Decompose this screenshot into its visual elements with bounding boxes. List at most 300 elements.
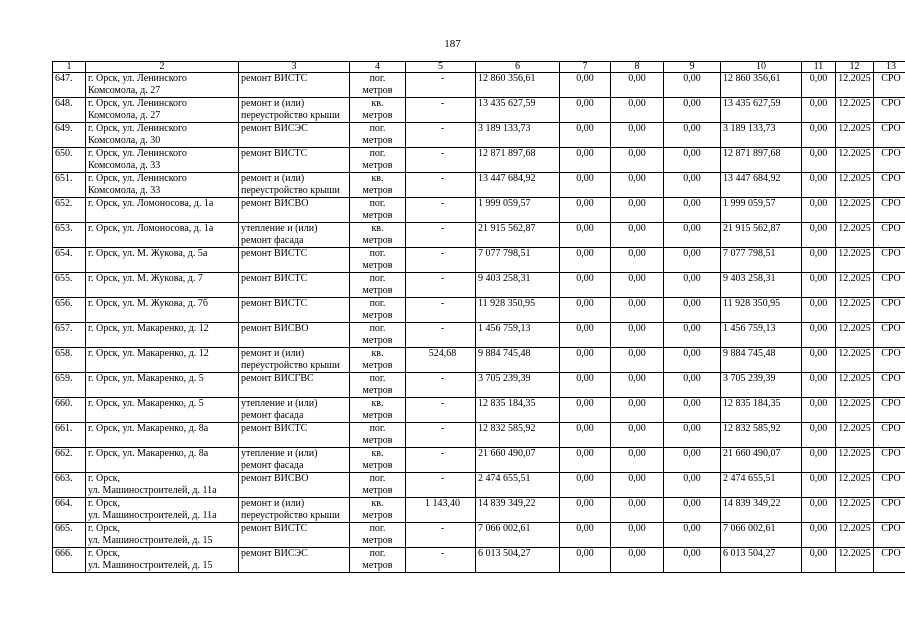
work-type-line-2: переустройство крыши [241, 185, 340, 196]
volume-value: - [440, 473, 445, 484]
col11-cell: 0,00 [802, 73, 836, 98]
work-type-cell [239, 73, 350, 98]
unit-line-2: метров [362, 310, 393, 321]
address-line-1: г. Орск, ул. Макаренко, д. 5 [88, 373, 204, 384]
address-cell [86, 473, 239, 498]
total-cost-cell: 21 660 490,07 [476, 448, 560, 473]
unit-cell [350, 548, 406, 573]
unit-line-1: пог. [369, 473, 386, 484]
volume-value: - [440, 148, 445, 159]
address-cell [86, 223, 239, 248]
unit-cell [350, 498, 406, 523]
deadline-cell: 12.2025 [836, 548, 874, 573]
row-number: 660. [53, 398, 86, 423]
row-number: 661. [53, 423, 86, 448]
volume-value: 1 143,40 [425, 498, 460, 509]
fund-cost-cell: 12 832 585,92 [721, 423, 802, 448]
col9-cell: 0,00 [664, 448, 721, 473]
work-type-cell [239, 298, 350, 323]
fund-cost-cell: 3 705 239,39 [721, 373, 802, 398]
table-row [53, 198, 905, 223]
fund-cost-cell: 14 839 349,22 [721, 498, 802, 523]
unit-line-2: метров [362, 185, 393, 196]
row-number: 665. [53, 523, 86, 548]
col8-cell: 0,00 [611, 473, 664, 498]
unit-line-2: метров [362, 110, 393, 121]
address-cell [86, 448, 239, 473]
unit-cell [350, 348, 406, 373]
address-line-1: г. Орск, ул. Макаренко, д. 12 [88, 348, 209, 359]
table-row [53, 223, 905, 248]
address-line-1: г. Орск, ул. М. Жукова, д. 5а [88, 248, 208, 259]
unit-line-2: метров [362, 335, 393, 346]
col8-cell: 0,00 [611, 148, 664, 173]
deadline-cell: 12.2025 [836, 523, 874, 548]
work-type-cell [239, 173, 350, 198]
col7-cell: 0,00 [560, 548, 611, 573]
row-number: 650. [53, 148, 86, 173]
work-type-line-1: ремонт и (или) [241, 348, 305, 359]
col8-cell: 0,00 [611, 323, 664, 348]
volume-value: - [440, 548, 445, 559]
address-line-1: г. Орск, [88, 523, 120, 534]
col7-cell: 0,00 [560, 448, 611, 473]
col9-cell: 0,00 [664, 523, 721, 548]
unit-line-2: метров [362, 535, 393, 546]
deadline-cell: 12.2025 [836, 448, 874, 473]
volume-cell [406, 148, 476, 173]
address-cell [86, 398, 239, 423]
col-header: 7 [560, 62, 611, 73]
col11-cell: 0,00 [802, 248, 836, 273]
address-cell [86, 198, 239, 223]
deadline-cell: 12.2025 [836, 73, 874, 98]
col8-cell: 0,00 [611, 448, 664, 473]
table-row [53, 548, 905, 573]
address-cell [86, 273, 239, 298]
work-type-cell [239, 548, 350, 573]
volume-cell [406, 523, 476, 548]
address-cell [86, 423, 239, 448]
unit-line-2: метров [362, 385, 393, 396]
work-type-line-1: ремонт и (или) [241, 173, 305, 184]
col7-cell: 0,00 [560, 148, 611, 173]
row-number: 649. [53, 123, 86, 148]
method-cell: СРО [874, 123, 905, 148]
fund-cost-cell: 21 915 562,87 [721, 223, 802, 248]
unit-line-1: кв. [371, 348, 384, 359]
address-line-1: г. Орск, [88, 548, 120, 559]
unit-cell [350, 98, 406, 123]
row-number: 664. [53, 498, 86, 523]
col-header: 9 [664, 62, 721, 73]
row-number: 647. [53, 73, 86, 98]
unit-line-2: метров [362, 235, 393, 246]
deadline-cell: 12.2025 [836, 423, 874, 448]
work-type-cell [239, 223, 350, 248]
work-type-cell [239, 323, 350, 348]
work-type-line-1: утепление и (или) [241, 398, 318, 409]
work-type-cell [239, 523, 350, 548]
address-line-1: г. Орск, ул. Ленинского [88, 73, 187, 84]
address-line-1: г. Орск, ул. Макаренко, д. 12 [88, 323, 209, 334]
row-number: 657. [53, 323, 86, 348]
col8-cell: 0,00 [611, 398, 664, 423]
total-cost-cell: 7 066 002,61 [476, 523, 560, 548]
method-cell: СРО [874, 423, 905, 448]
table-row [53, 173, 905, 198]
address-line-2: ул. Машиностроителей, д. 11а [88, 485, 217, 496]
col7-cell: 0,00 [560, 123, 611, 148]
volume-cell [406, 73, 476, 98]
volume-value: - [440, 73, 445, 84]
method-cell: СРО [874, 348, 905, 373]
col11-cell: 0,00 [802, 398, 836, 423]
unit-cell [350, 73, 406, 98]
address-line-1: г. Орск, [88, 473, 120, 484]
col9-cell: 0,00 [664, 173, 721, 198]
col11-cell: 0,00 [802, 423, 836, 448]
unit-line-1: пог. [369, 373, 386, 384]
address-line-2: ул. Машиностроителей, д. 15 [88, 560, 213, 571]
work-type-line-1: ремонт ВИСВО [241, 323, 309, 334]
fund-cost-cell: 7 077 798,51 [721, 248, 802, 273]
unit-line-2: метров [362, 160, 393, 171]
work-type-cell [239, 273, 350, 298]
work-type-line-2: ремонт фасада [241, 460, 304, 471]
unit-line-2: метров [362, 410, 393, 421]
method-cell: СРО [874, 298, 905, 323]
col7-cell: 0,00 [560, 423, 611, 448]
address-line-2: Комсомола, д. 33 [88, 160, 161, 171]
total-cost-cell: 12 835 184,35 [476, 398, 560, 423]
col-header: 10 [721, 62, 802, 73]
deadline-cell: 12.2025 [836, 498, 874, 523]
table-row [53, 248, 905, 273]
deadline-cell: 12.2025 [836, 398, 874, 423]
volume-cell [406, 173, 476, 198]
address-line-1: г. Орск, ул. М. Жукова, д. 7 [88, 273, 203, 284]
address-cell [86, 298, 239, 323]
volume-value: - [440, 248, 445, 259]
col7-cell: 0,00 [560, 398, 611, 423]
col-header: 3 [239, 62, 350, 73]
column-number-row [53, 62, 905, 73]
row-number: 662. [53, 448, 86, 473]
fund-cost-cell: 3 189 133,73 [721, 123, 802, 148]
fund-cost-cell: 9 403 258,31 [721, 273, 802, 298]
work-type-line-1: ремонт ВИСЭС [241, 123, 308, 134]
work-type-line-1: ремонт ВИСВО [241, 198, 309, 209]
method-cell: СРО [874, 373, 905, 398]
table-row [53, 473, 905, 498]
volume-value: - [440, 173, 445, 184]
total-cost-cell: 3 705 239,39 [476, 373, 560, 398]
unit-line-2: метров [362, 135, 393, 146]
table-row [53, 273, 905, 298]
method-cell: СРО [874, 448, 905, 473]
deadline-cell: 12.2025 [836, 298, 874, 323]
unit-line-2: метров [362, 360, 393, 371]
work-type-line-2: переустройство крыши [241, 510, 340, 521]
row-number: 663. [53, 473, 86, 498]
unit-line-1: кв. [371, 498, 384, 509]
unit-cell [350, 523, 406, 548]
col-header: 4 [350, 62, 406, 73]
col-header: 13 [874, 62, 905, 73]
volume-cell [406, 398, 476, 423]
fund-cost-cell: 1 456 759,13 [721, 323, 802, 348]
table-row [53, 123, 905, 148]
deadline-cell: 12.2025 [836, 273, 874, 298]
method-cell: СРО [874, 223, 905, 248]
work-type-cell [239, 398, 350, 423]
address-cell [86, 173, 239, 198]
col7-cell: 0,00 [560, 198, 611, 223]
col8-cell: 0,00 [611, 348, 664, 373]
volume-cell [406, 498, 476, 523]
col8-cell: 0,00 [611, 523, 664, 548]
col9-cell: 0,00 [664, 123, 721, 148]
table-row [53, 523, 905, 548]
address-line-1: г. Орск, ул. М. Жукова, д. 7б [88, 298, 208, 309]
table-row [53, 323, 905, 348]
volume-cell [406, 248, 476, 273]
method-cell: СРО [874, 73, 905, 98]
volume-cell [406, 373, 476, 398]
col11-cell: 0,00 [802, 498, 836, 523]
total-cost-cell: 11 928 350,95 [476, 298, 560, 323]
col7-cell: 0,00 [560, 523, 611, 548]
volume-value: - [440, 423, 445, 434]
unit-cell [350, 448, 406, 473]
work-type-cell [239, 348, 350, 373]
address-line-1: г. Орск, [88, 498, 120, 509]
deadline-cell: 12.2025 [836, 323, 874, 348]
col11-cell: 0,00 [802, 273, 836, 298]
address-line-2: ул. Машиностроителей, д. 15 [88, 535, 213, 546]
work-type-line-1: ремонт ВИСТС [241, 248, 308, 259]
work-type-line-1: ремонт ВИСТС [241, 273, 308, 284]
unit-line-1: пог. [369, 298, 386, 309]
total-cost-cell: 9 884 745,48 [476, 348, 560, 373]
volume-cell [406, 298, 476, 323]
unit-line-1: пог. [369, 323, 386, 334]
total-cost-cell: 1 999 059,57 [476, 198, 560, 223]
work-type-line-1: ремонт и (или) [241, 98, 305, 109]
col8-cell: 0,00 [611, 248, 664, 273]
table-row [53, 348, 905, 373]
total-cost-cell: 21 915 562,87 [476, 223, 560, 248]
unit-line-2: метров [362, 260, 393, 271]
unit-line-1: пог. [369, 423, 386, 434]
total-cost-cell: 13 447 684,92 [476, 173, 560, 198]
fund-cost-cell: 2 474 655,51 [721, 473, 802, 498]
work-type-line-1: утепление и (или) [241, 223, 318, 234]
col11-cell: 0,00 [802, 473, 836, 498]
work-type-cell [239, 98, 350, 123]
address-line-1: г. Орск, ул. Ленинского [88, 173, 187, 184]
deadline-cell: 12.2025 [836, 473, 874, 498]
row-number: 655. [53, 273, 86, 298]
unit-line-1: пог. [369, 73, 386, 84]
address-cell [86, 548, 239, 573]
col7-cell: 0,00 [560, 248, 611, 273]
fund-cost-cell: 12 835 184,35 [721, 398, 802, 423]
unit-cell [350, 373, 406, 398]
col9-cell: 0,00 [664, 373, 721, 398]
unit-cell [350, 298, 406, 323]
row-number: 654. [53, 248, 86, 273]
col7-cell: 0,00 [560, 273, 611, 298]
volume-cell [406, 223, 476, 248]
volume-value: - [440, 273, 445, 284]
col7-cell: 0,00 [560, 73, 611, 98]
volume-value: - [440, 298, 445, 309]
col-header: 5 [406, 62, 476, 73]
volume-value: - [440, 323, 445, 334]
address-cell [86, 73, 239, 98]
method-cell: СРО [874, 173, 905, 198]
unit-cell [350, 223, 406, 248]
volume-cell [406, 548, 476, 573]
fund-cost-cell: 1 999 059,57 [721, 198, 802, 223]
deadline-cell: 12.2025 [836, 248, 874, 273]
row-number: 656. [53, 298, 86, 323]
col9-cell: 0,00 [664, 248, 721, 273]
method-cell: СРО [874, 323, 905, 348]
method-cell: СРО [874, 498, 905, 523]
col8-cell: 0,00 [611, 548, 664, 573]
unit-cell [350, 173, 406, 198]
work-type-cell [239, 148, 350, 173]
address-line-1: г. Орск, ул. Ломоносова, д. 1а [88, 223, 214, 234]
table-row [53, 148, 905, 173]
unit-line-2: метров [362, 560, 393, 571]
col11-cell: 0,00 [802, 548, 836, 573]
unit-line-1: пог. [369, 148, 386, 159]
col8-cell: 0,00 [611, 223, 664, 248]
fund-cost-cell: 12 871 897,68 [721, 148, 802, 173]
work-type-line-1: утепление и (или) [241, 448, 318, 459]
row-number: 658. [53, 348, 86, 373]
col9-cell: 0,00 [664, 98, 721, 123]
volume-cell [406, 323, 476, 348]
volume-value: - [440, 398, 445, 409]
col7-cell: 0,00 [560, 348, 611, 373]
method-cell: СРО [874, 273, 905, 298]
work-type-line-2: ремонт фасада [241, 235, 304, 246]
col9-cell: 0,00 [664, 273, 721, 298]
work-type-line-1: ремонт ВИСЭС [241, 548, 308, 559]
col9-cell: 0,00 [664, 423, 721, 448]
col8-cell: 0,00 [611, 373, 664, 398]
col8-cell: 0,00 [611, 98, 664, 123]
unit-line-1: пог. [369, 248, 386, 259]
unit-line-1: пог. [369, 548, 386, 559]
col-header: 1 [53, 62, 86, 73]
volume-value: - [440, 123, 445, 134]
row-number: 651. [53, 173, 86, 198]
col7-cell: 0,00 [560, 498, 611, 523]
col8-cell: 0,00 [611, 423, 664, 448]
col9-cell: 0,00 [664, 323, 721, 348]
fund-cost-cell: 9 884 745,48 [721, 348, 802, 373]
page-number: 187 [444, 38, 461, 50]
table-row [53, 298, 905, 323]
unit-line-1: кв. [371, 173, 384, 184]
volume-cell [406, 123, 476, 148]
address-cell [86, 348, 239, 373]
total-cost-cell: 12 871 897,68 [476, 148, 560, 173]
unit-line-2: метров [362, 285, 393, 296]
unit-cell [350, 273, 406, 298]
volume-cell [406, 98, 476, 123]
table-row [53, 373, 905, 398]
address-cell [86, 523, 239, 548]
unit-line-1: пог. [369, 198, 386, 209]
volume-value: 524,68 [428, 348, 457, 359]
col8-cell: 0,00 [611, 123, 664, 148]
table-row [53, 398, 905, 423]
col8-cell: 0,00 [611, 298, 664, 323]
col-header: 2 [86, 62, 239, 73]
deadline-cell: 12.2025 [836, 198, 874, 223]
volume-value: - [440, 373, 445, 384]
address-cell [86, 123, 239, 148]
fund-cost-cell: 7 066 002,61 [721, 523, 802, 548]
col11-cell: 0,00 [802, 298, 836, 323]
work-type-cell [239, 423, 350, 448]
col8-cell: 0,00 [611, 73, 664, 98]
volume-value: - [440, 98, 445, 109]
unit-line-2: метров [362, 210, 393, 221]
volume-cell [406, 473, 476, 498]
col9-cell: 0,00 [664, 473, 721, 498]
col11-cell: 0,00 [802, 123, 836, 148]
unit-line-1: кв. [371, 223, 384, 234]
unit-cell [350, 248, 406, 273]
col11-cell: 0,00 [802, 148, 836, 173]
fund-cost-cell: 12 860 356,61 [721, 73, 802, 98]
col9-cell: 0,00 [664, 223, 721, 248]
col7-cell: 0,00 [560, 98, 611, 123]
col8-cell: 0,00 [611, 173, 664, 198]
capital-repair-table [52, 61, 905, 573]
work-type-cell [239, 498, 350, 523]
method-cell: СРО [874, 98, 905, 123]
method-cell: СРО [874, 248, 905, 273]
method-cell: СРО [874, 398, 905, 423]
address-line-1: г. Орск, ул. Макаренко, д. 8а [88, 448, 209, 459]
work-type-cell [239, 198, 350, 223]
unit-cell [350, 123, 406, 148]
table-row [53, 448, 905, 473]
fund-cost-cell: 6 013 504,27 [721, 548, 802, 573]
work-type-line-1: ремонт ВИСТС [241, 148, 308, 159]
work-type-line-2: переустройство крыши [241, 360, 340, 371]
col-header: 11 [802, 62, 836, 73]
address-cell [86, 373, 239, 398]
total-cost-cell: 1 456 759,13 [476, 323, 560, 348]
address-line-2: ул. Машиностроителей, д. 11а [88, 510, 217, 521]
unit-cell [350, 198, 406, 223]
deadline-cell: 12.2025 [836, 123, 874, 148]
deadline-cell: 12.2025 [836, 148, 874, 173]
unit-line-1: кв. [371, 398, 384, 409]
total-cost-cell: 12 832 585,92 [476, 423, 560, 448]
col11-cell: 0,00 [802, 448, 836, 473]
